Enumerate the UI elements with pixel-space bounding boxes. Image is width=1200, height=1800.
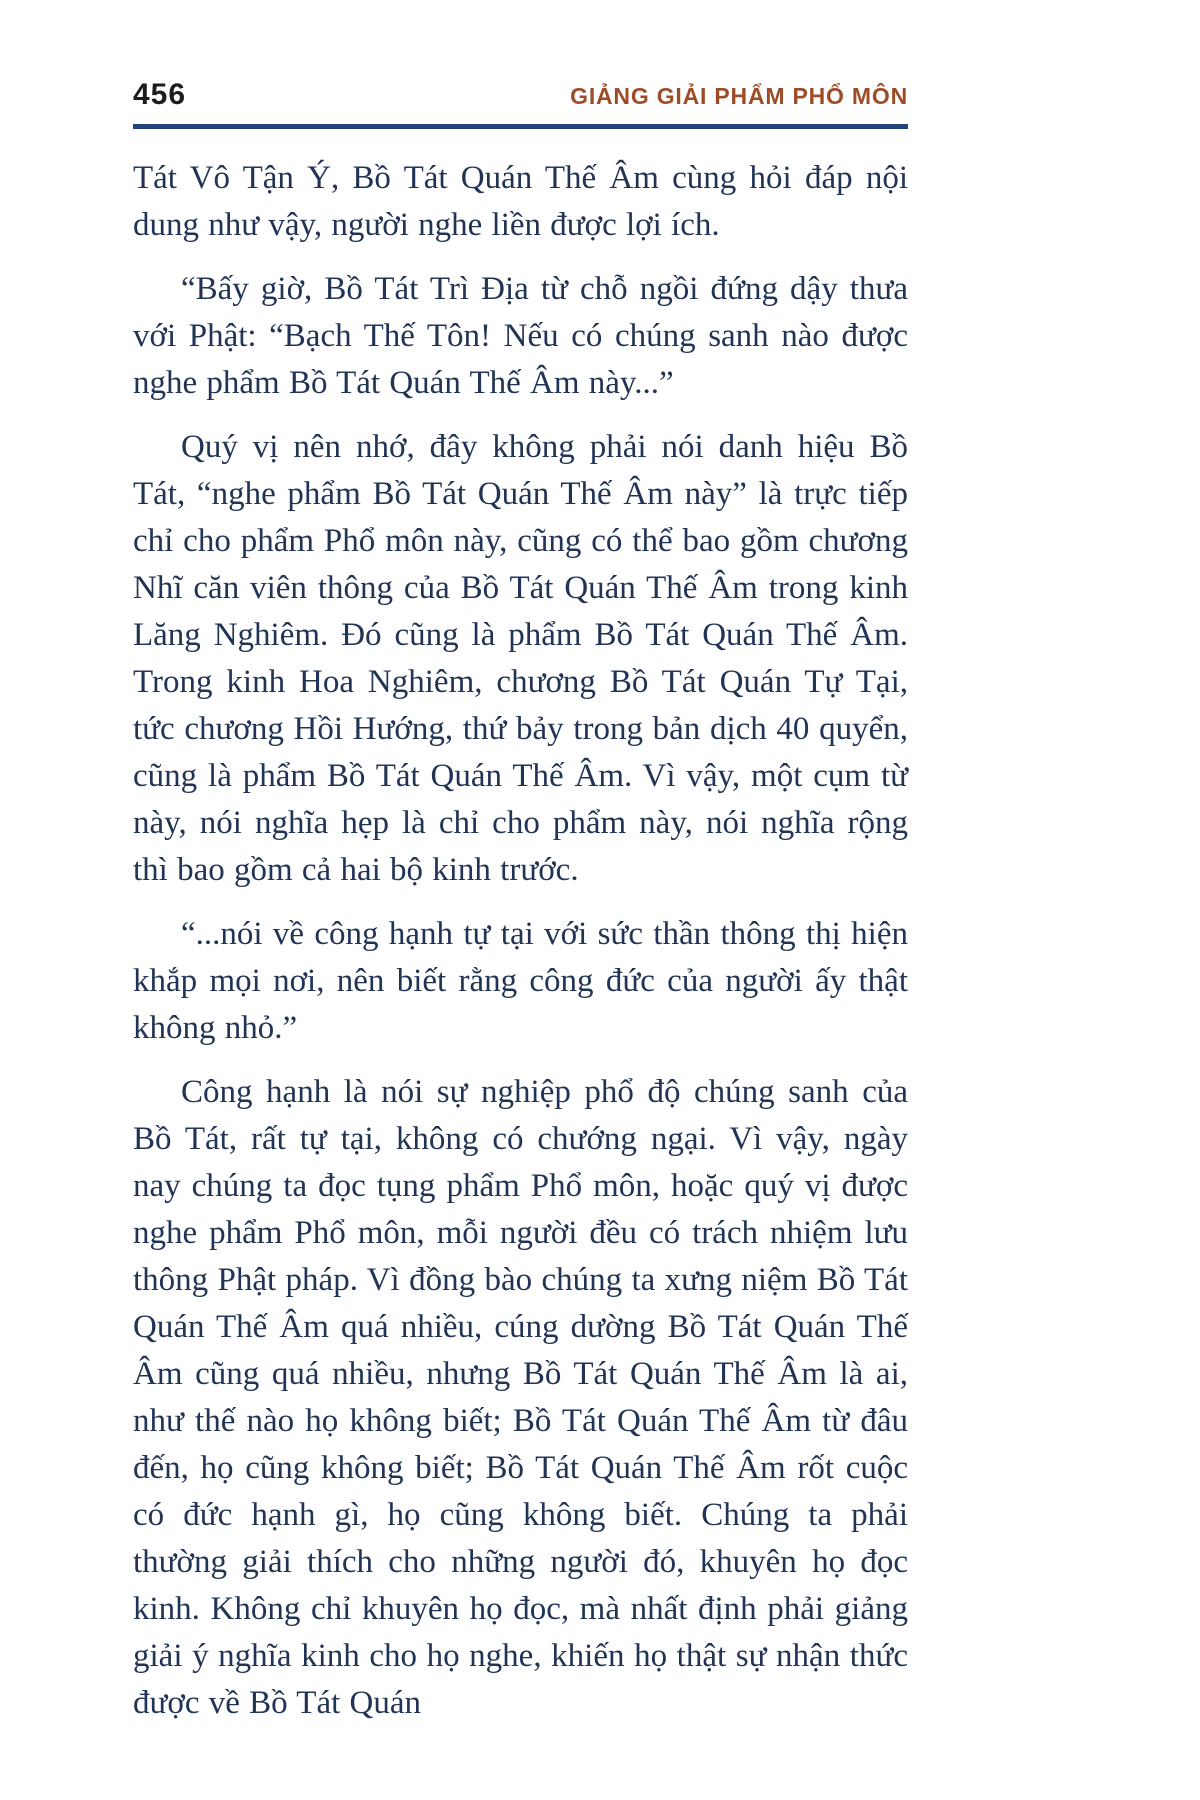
paragraph: Quý vị nên nhớ, đây không phải nói danh hiệu Bồ Tát, “nghe phẩm Bồ Tát Quán Thế Âm này” là trực tiếp chỉ cho phẩm Phổ môn này, cũng có thể bao gồm chương Nhĩ căn viên thông của Bồ Tát Quán Thế Âm trong kinh Lăng Nghiêm. Đó cũng là phẩm Bồ Tát Quán Thế Âm. Trong kinh Hoa Nghiêm, chương Bồ Tát Quán Tự Tại, tức chương Hồi Hướng, thứ bảy trong bản dịch 40 quyển, cũng là phẩm Bồ Tát Quán Thế Âm. Vì vậy, một cụm từ này, nói nghĩa hẹp là chỉ cho phẩm này, nói nghĩa rộng thì bao gồm cả hai bộ kinh trước.	[133, 429, 908, 888]
page-header	[133, 78, 908, 112]
paragraph: “Bấy giờ, Bồ Tát Trì Địa từ chỗ ngồi đứng dậy thưa với Phật: “Bạch Thế Tôn! Nếu có chúng sanh nào được nghe phẩm Bồ Tát Quán Thế Âm này...”	[133, 271, 908, 401]
paragraph: Tát Vô Tận Ý, Bồ Tát Quán Thế Âm cùng hỏi đáp nội dung như vậy, người nghe liền được lợi ích.	[133, 160, 908, 243]
running-title: GIẢNG GIẢI PHẨM PHỔ MÔN	[570, 83, 908, 109]
page-number: 456	[133, 78, 187, 111]
page-body	[133, 155, 908, 1727]
paragraph: “...nói về công hạnh tự tại với sức thần thông thị hiện khắp mọi nơi, nên biết rằng công đức của người ấy thật không nhỏ.”	[133, 916, 908, 1046]
header-rule	[133, 124, 908, 129]
paragraph: Công hạnh là nói sự nghiệp phổ độ chúng sanh của Bồ Tát, rất tự tại, không có chướng ngại. Vì vậy, ngày nay chúng ta đọc tụng phẩm Phổ môn, hoặc quý vị được nghe phẩm Phổ môn, mỗi người đều có trách nhiệm lưu thông Phật pháp. Vì đồng bào chúng ta xưng niệm Bồ Tát Quán Thế Âm quá nhiều, cúng dường Bồ Tát Quán Thế Âm cũng quá nhiều, nhưng Bồ Tát Quán Thế Âm là ai, như thế nào họ không biết; Bồ Tát Quán Thế Âm từ đâu đến, họ cũng không biết; Bồ Tát Quán Thế Âm rốt cuộc có đức hạnh gì, họ cũng không biết. Chúng ta phải thường giải thích cho những người đó, khuyên họ đọc kinh. Không chỉ khuyên họ đọc, mà nhất định phải giảng giải ý nghĩa kinh cho họ nghe, khiến họ thật sự nhận thức được về Bồ Tát Quán	[133, 1074, 908, 1721]
